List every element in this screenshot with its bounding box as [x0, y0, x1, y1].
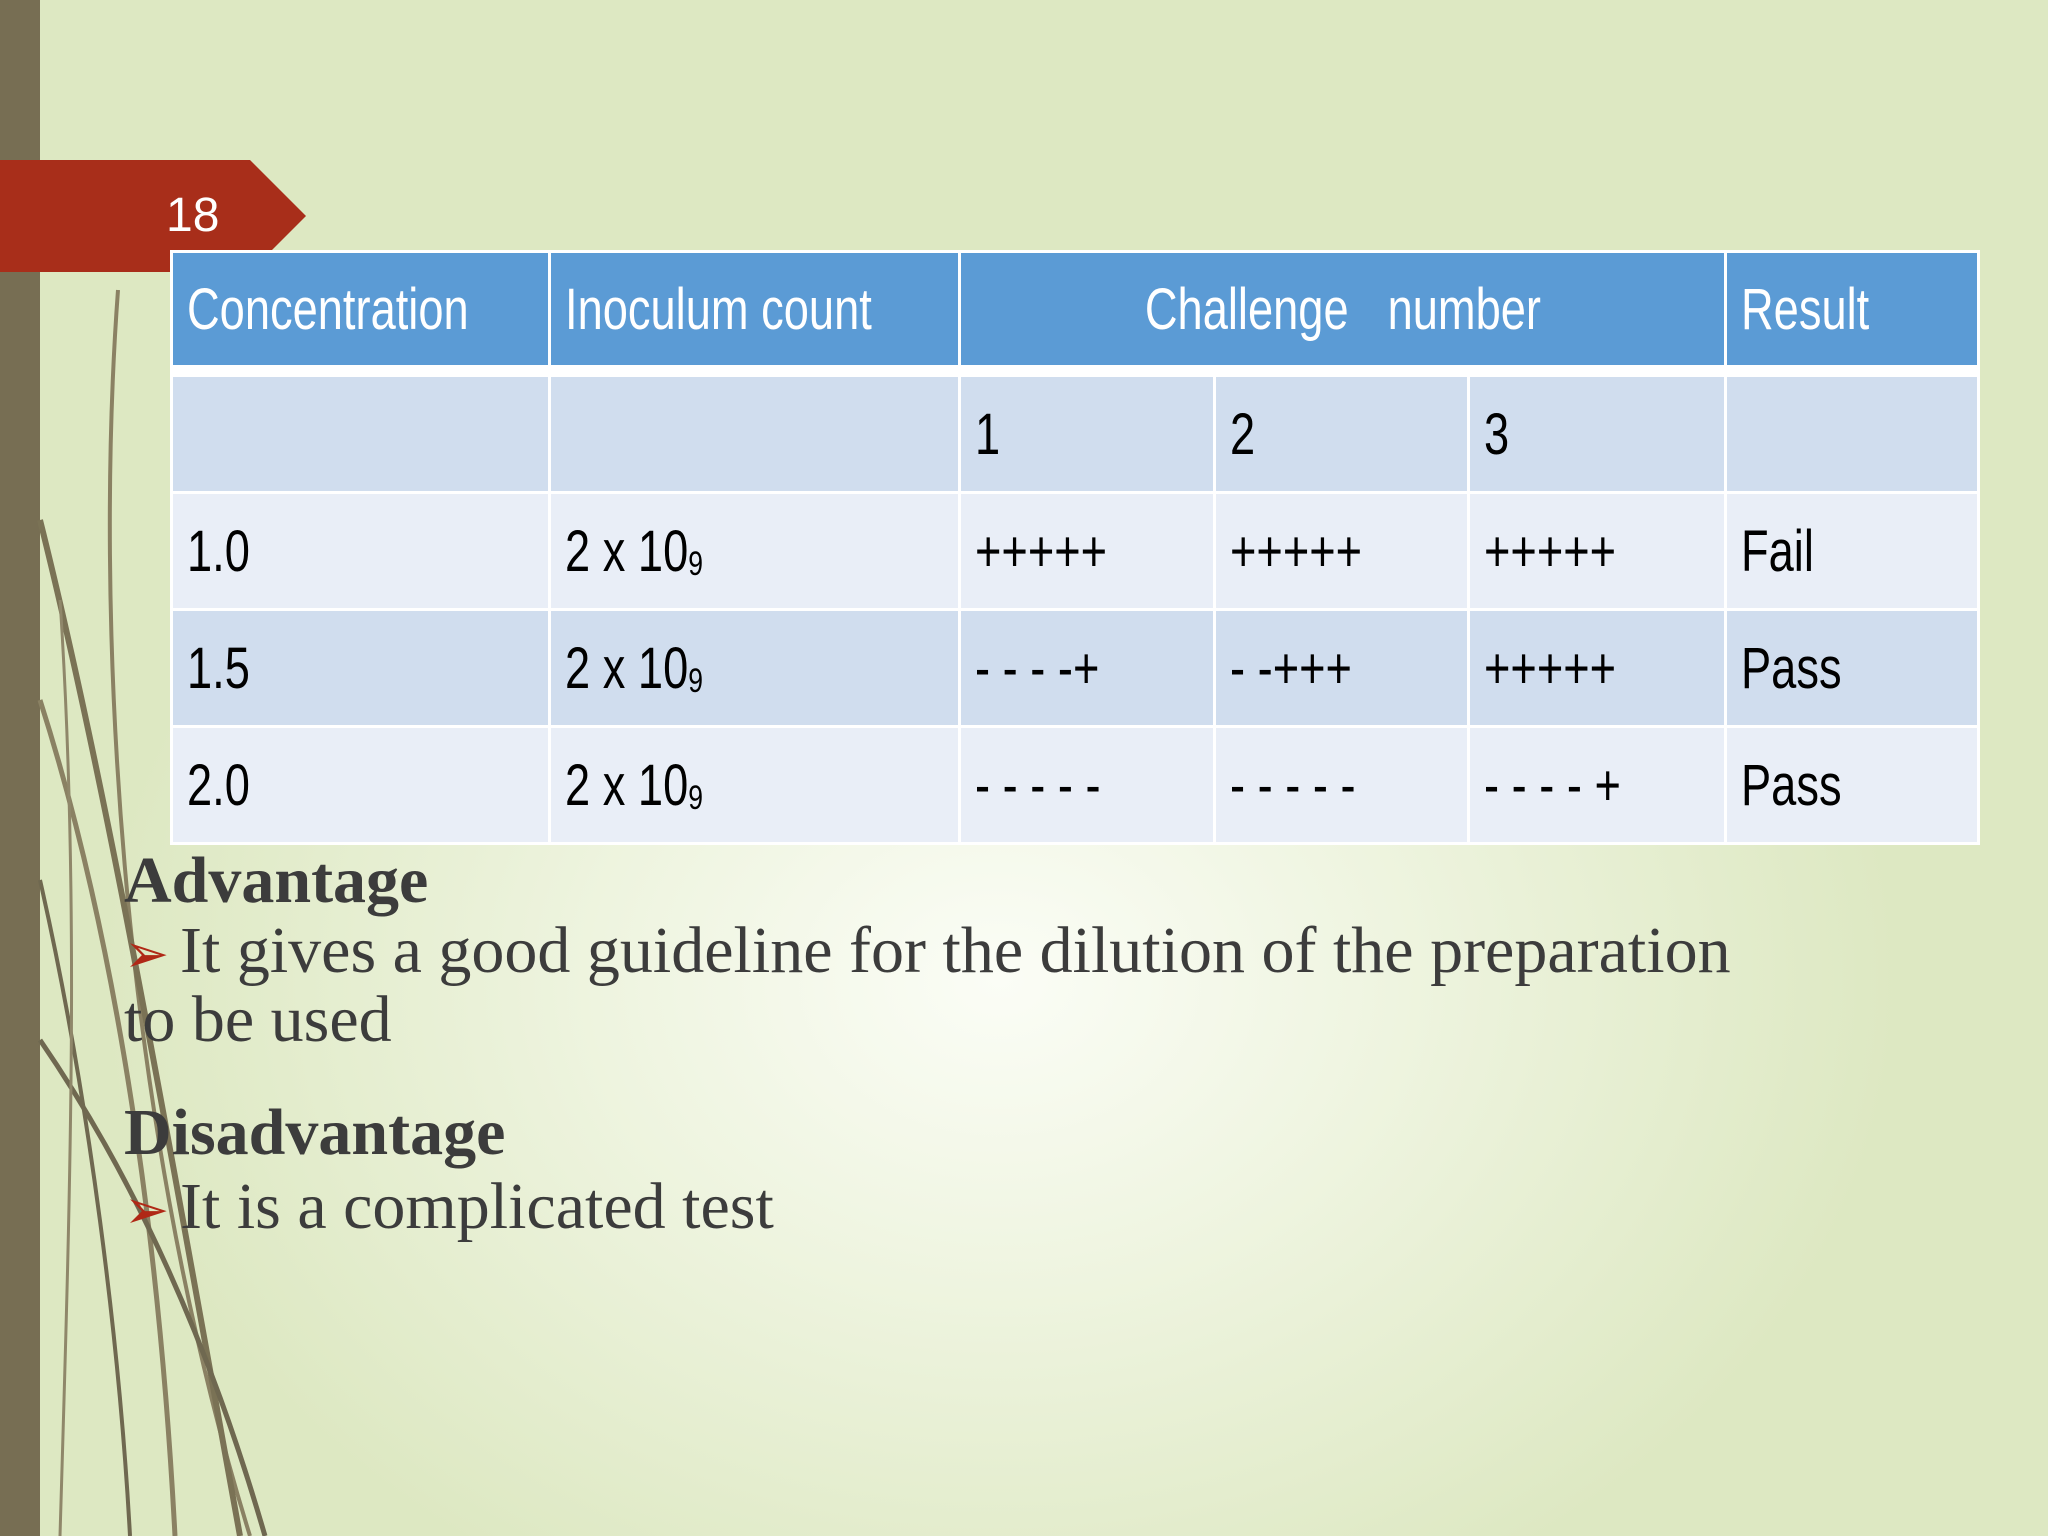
disadvantage-section	[124, 1098, 774, 1243]
table-row	[172, 493, 1979, 610]
arrow-bullet-icon: ➢	[124, 1180, 170, 1240]
cell-challenge-3: - - - - +	[1469, 727, 1726, 844]
disadvantage-bullet-text: It is a complicated test	[180, 1170, 774, 1243]
cell-challenge-3: +++++	[1469, 493, 1726, 610]
cell-challenge-1: - - - -+	[960, 610, 1215, 727]
advantage-bullet-text: It gives a good guideline for the dilution of the preparation	[180, 914, 1731, 987]
cell-challenge-2: - - - - -	[1214, 727, 1469, 844]
disadvantage-heading: Disadvantage	[124, 1096, 506, 1169]
cell-concentration: 2.0	[172, 727, 550, 844]
advantage-bullet	[124, 914, 1731, 987]
slide-number: 18	[166, 189, 220, 242]
advantage-heading: Advantage	[124, 844, 429, 917]
table-subheader-row	[172, 371, 1979, 493]
cell-inoculum: 2 x $10_9$	[550, 493, 960, 610]
subheader-challenge-3: 3	[1469, 371, 1726, 493]
cell-inoculum: 2 x $10_9$	[550, 610, 960, 727]
subheader-challenge-1: 1	[960, 371, 1215, 493]
cell-challenge-1: - - - - -	[960, 727, 1215, 844]
disadvantage-bullet	[124, 1170, 774, 1243]
table-cell	[550, 371, 960, 493]
cell-concentration: 1.5	[172, 610, 550, 727]
cell-inoculum: 2 x $10_9$	[550, 727, 960, 844]
cell-challenge-2: - -+++	[1214, 610, 1469, 727]
challenge-results-table	[170, 250, 1980, 845]
header-challenge-number: Challenge number	[960, 252, 1726, 372]
cell-result: Fail	[1726, 493, 1979, 610]
table-header-row	[172, 252, 1979, 372]
table-row	[172, 610, 1979, 727]
table-row	[172, 727, 1979, 844]
table-cell	[1726, 371, 1979, 493]
cell-result: Pass	[1726, 610, 1979, 727]
advantage-bullet-continuation: to be used	[124, 983, 392, 1056]
cell-challenge-3: +++++	[1469, 610, 1726, 727]
table-cell	[172, 371, 550, 493]
advantage-section	[124, 844, 1731, 1056]
header-inoculum-count: Inoculum count	[550, 252, 960, 372]
cell-challenge-1: +++++	[960, 493, 1215, 610]
cell-result: Pass	[1726, 727, 1979, 844]
subheader-challenge-2: 2	[1214, 371, 1469, 493]
header-result: Result	[1726, 252, 1979, 372]
header-concentration: Concentration	[172, 252, 550, 372]
cell-challenge-2: +++++	[1214, 493, 1469, 610]
arrow-bullet-icon: ➢	[124, 924, 170, 984]
cell-concentration: 1.0	[172, 493, 550, 610]
